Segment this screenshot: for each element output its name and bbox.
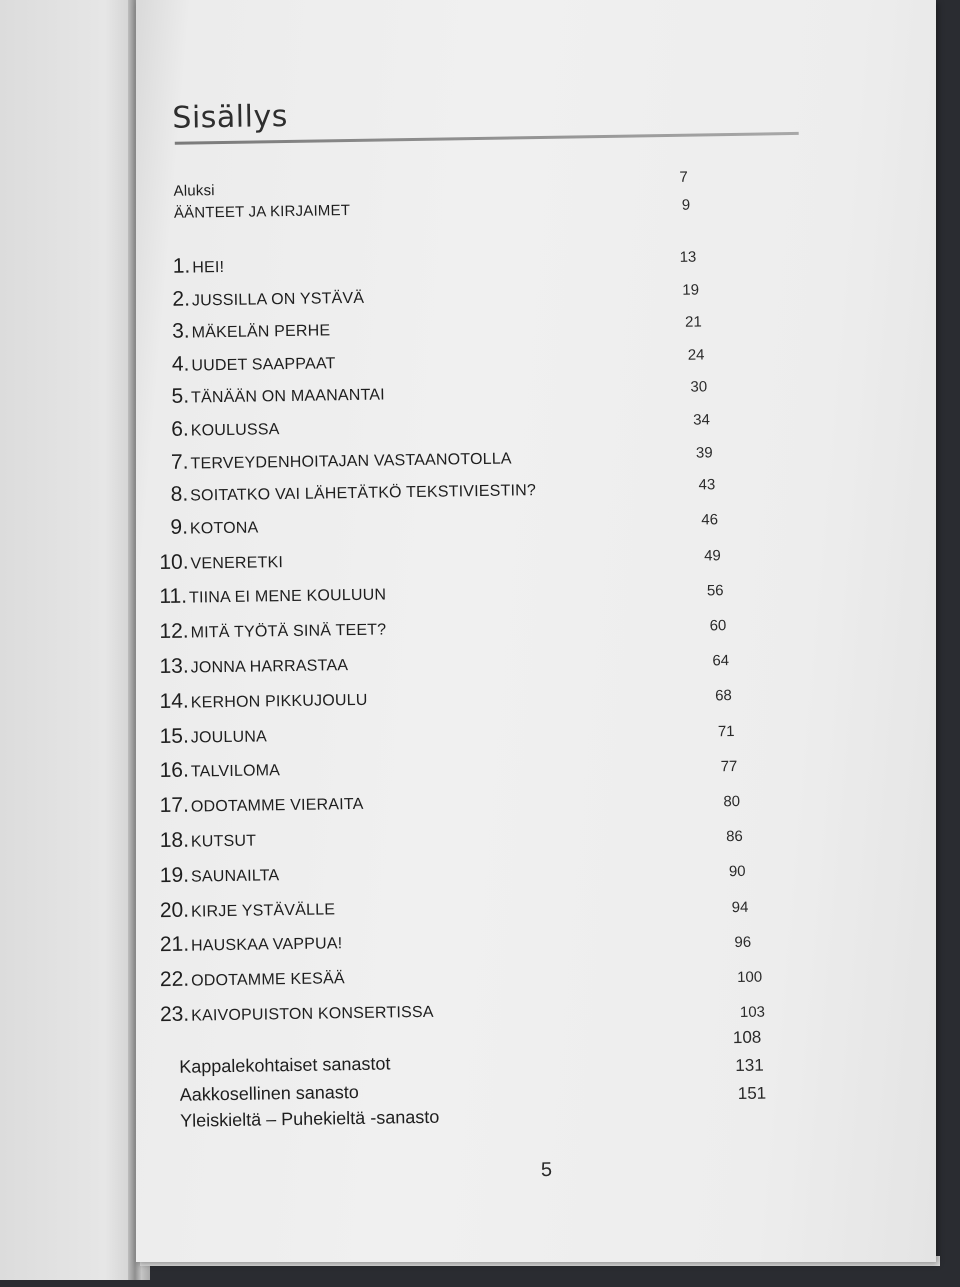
chapter-entry (171, 477, 537, 507)
chapter-page-number: 34 (693, 411, 711, 429)
chapter-entry (172, 318, 331, 344)
chapter-page-number: 77 (720, 757, 738, 776)
chapter-title: KOULUSSA (190, 421, 280, 440)
chapter-entry (159, 652, 348, 679)
chapter-entry (160, 896, 336, 923)
chapter-number: 22. (159, 967, 190, 992)
chapter-number: 5. (171, 384, 190, 409)
chapter-entry (171, 416, 280, 442)
chapter-entry (160, 931, 343, 958)
chapter-number: 16. (159, 758, 190, 783)
chapter-page-number: 46 (701, 511, 719, 529)
chapter-page-number: 94 (731, 898, 749, 916)
page-number: 5 (540, 1158, 553, 1182)
chapter-entry (160, 791, 364, 818)
chapter-page-number: 103 (739, 1003, 766, 1022)
chapter-title: UUDET SAAPPAAT (191, 355, 336, 375)
chapter-entry (160, 965, 345, 992)
chapter-title: MÄKELÄN PERHE (191, 322, 331, 342)
entry-title: Aluksi (173, 182, 215, 200)
chapter-number: 2. (172, 287, 191, 311)
chapter-page-number: 24 (687, 346, 705, 364)
chapter-title: JONNA HARRASTAA (190, 657, 349, 677)
entry-page-number: 108 (732, 1027, 762, 1048)
chapter-title: KUTSUT (190, 832, 257, 851)
chapter-entry (171, 382, 385, 409)
chapter-page-number: 13 (679, 248, 697, 266)
chapter-page-number: 30 (690, 378, 708, 397)
chapter-number: 14. (159, 689, 189, 713)
chapter-number: 21. (159, 933, 190, 957)
chapter-entry (159, 687, 367, 714)
chapter-page-number: 39 (695, 443, 713, 462)
chapter-entry (160, 828, 257, 854)
chapter-number: 18. (159, 828, 190, 853)
chapter-page-number: 19 (682, 281, 700, 299)
chapter-page-number: 100 (737, 968, 763, 987)
chapter-title: KAIVOPUISTON KONSERTISSA (191, 1003, 434, 1025)
entry-title: Yleiskieltä – Puhekieltä -sanasto (179, 1106, 440, 1131)
chapter-entry (160, 862, 280, 888)
chapter-number: 17. (159, 793, 190, 818)
chapter-number: 15. (159, 724, 189, 748)
chapter-number: 1. (172, 254, 191, 278)
chapter-title: TALVILOMA (190, 762, 281, 781)
chapter-page-number: 96 (734, 933, 752, 951)
chapter-entry (170, 514, 258, 539)
chapter-number: 12. (159, 619, 189, 644)
chapter-page-number: 43 (698, 476, 716, 494)
chapter-page-number: 56 (706, 581, 724, 600)
entry-page-number: 131 (735, 1055, 764, 1076)
chapter-page-number: 49 (703, 546, 721, 565)
chapter-number: 11. (159, 584, 188, 609)
chapter-title: JOULUNA (190, 727, 268, 747)
chapter-number: 23. (159, 1002, 190, 1027)
chapter-title: MITÄ TYÖTÄ SINÄ TEET? (190, 621, 387, 642)
back-matter-entry (180, 1107, 439, 1132)
chapter-entry (172, 284, 364, 311)
chapter-title: ODOTAMME VIERAITA (190, 796, 364, 816)
chapter-title: JUSSILLA ON YSTÄVÄ (191, 289, 365, 310)
entry-page-number: 7 (679, 168, 688, 186)
chapter-page-number: 64 (712, 652, 730, 670)
entry-page-number: 151 (737, 1083, 767, 1104)
chapter-title: HAUSKAA VAPPUA! (190, 935, 343, 955)
chapter-number: 20. (159, 898, 190, 922)
chapter-entry (159, 582, 386, 610)
chapter-number: 7. (170, 450, 189, 474)
entry-title: ÄÄNTEET JA KIRJAIMET (173, 201, 351, 222)
chapter-entry (159, 758, 280, 784)
chapter-title: VENERETKI (190, 553, 284, 573)
page-title: Sisällys (172, 98, 289, 136)
chapter-number: 9. (170, 515, 189, 539)
chapter-number: 4. (171, 352, 190, 376)
chapter-page-number: 21 (684, 313, 702, 331)
chapter-page-number: 68 (715, 687, 732, 705)
chapter-entry (159, 549, 283, 575)
chapter-title: TÄNÄÄN ON MAANANTAI (190, 386, 385, 407)
chapter-number: 19. (159, 863, 190, 887)
chapter-page-number: 60 (709, 617, 727, 635)
chapter-title: SAUNAILTA (190, 866, 280, 886)
chapter-page-number: 71 (717, 722, 735, 740)
front-matter-entry (173, 182, 214, 201)
chapter-number: 10. (159, 550, 189, 574)
chapter-title: KIRJE YSTÄVÄLLE (190, 900, 336, 921)
chapter-title: KERHON PIKKUJOULU (190, 691, 368, 712)
entry-title: Aakkosellinen sanasto (179, 1081, 359, 1105)
chapter-title: TIINA EI MENE KOULUUN (188, 586, 387, 607)
chapter-number: 6. (171, 417, 189, 441)
chapter-page-number: 90 (728, 863, 746, 881)
chapter-title: ODOTAMME KESÄÄ (191, 970, 345, 990)
chapter-entry (172, 350, 336, 377)
back-matter-entry (180, 1082, 359, 1106)
back-matter-entry (179, 1053, 390, 1077)
entry-page-number: 9 (681, 196, 691, 214)
chapter-entry (159, 723, 267, 749)
chapter-number: 8. (170, 482, 189, 507)
chapter-page-number: 86 (726, 828, 743, 846)
chapter-title: SOITATKO VAI LÄHETÄTKÖ TEKSTIVIESTIN? (190, 482, 537, 505)
chapter-entry (171, 445, 512, 474)
chapter-entry (159, 617, 386, 645)
chapter-page-number: 80 (723, 792, 741, 811)
chapter-title: TERVEYDENHOITAJAN VASTAANOTOLLA (190, 450, 512, 473)
chapter-title: KOTONA (189, 519, 259, 538)
chapter-entry (173, 254, 225, 279)
entry-title: Kappalekohtaiset sanastot (179, 1053, 391, 1077)
chapter-title: HEI! (192, 258, 225, 277)
chapter-number: 13. (159, 654, 189, 679)
front-matter-entry (174, 202, 351, 223)
chapter-number: 3. (171, 319, 190, 343)
chapter-entry (160, 999, 434, 1027)
